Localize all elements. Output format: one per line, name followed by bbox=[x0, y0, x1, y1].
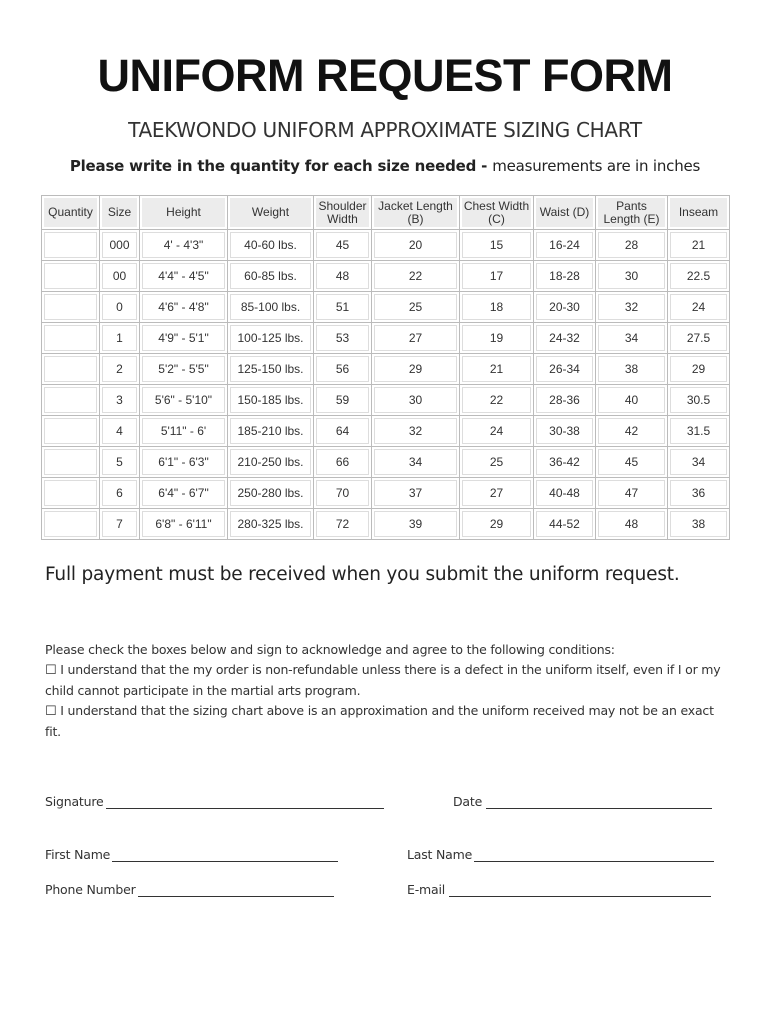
chart-cell: 100-125 lbs. bbox=[228, 323, 314, 354]
signature-label: Signature bbox=[45, 794, 104, 809]
chart-header-text: Length (E) bbox=[603, 211, 660, 226]
date-field[interactable] bbox=[453, 794, 712, 809]
chart-header-text: Weight bbox=[251, 205, 290, 219]
sizing-chart-table bbox=[41, 195, 730, 540]
chart-cell: 00 bbox=[100, 261, 140, 292]
chart-header-cell bbox=[668, 196, 730, 230]
email-label: E-mail bbox=[407, 882, 445, 897]
chart-header-text: (C) bbox=[488, 211, 505, 226]
acknowledgement-text-sizing: I understand that the sizing chart above is an approximation and the uniform received may not be an exact fit. bbox=[45, 703, 714, 739]
signature-line[interactable] bbox=[106, 795, 384, 809]
chart-cell: 0 bbox=[100, 292, 140, 323]
chart-cell: 30 bbox=[372, 385, 460, 416]
quantity-input-cell[interactable] bbox=[42, 323, 100, 354]
chart-cell: 27 bbox=[372, 323, 460, 354]
chart-cell: 32 bbox=[372, 416, 460, 447]
chart-header-text: Quantity bbox=[48, 205, 93, 219]
chart-cell: 51 bbox=[314, 292, 372, 323]
chart-cell: 45 bbox=[596, 447, 668, 478]
chart-cell: 4'9" - 5'1" bbox=[140, 323, 228, 354]
instruction-text bbox=[0, 157, 770, 175]
chart-cell: 280-325 lbs. bbox=[228, 509, 314, 540]
chart-header-cell bbox=[534, 196, 596, 230]
instruction-bold: Please write in the quantity for each size needed - bbox=[69, 157, 493, 175]
chart-header-cell bbox=[228, 196, 314, 230]
chart-cell: 29 bbox=[668, 354, 730, 385]
chart-cell: 40 bbox=[596, 385, 668, 416]
chart-cell: 48 bbox=[596, 509, 668, 540]
chart-cell: 36-42 bbox=[534, 447, 596, 478]
chart-cell: 4'4" - 4'5" bbox=[140, 261, 228, 292]
phone-line[interactable] bbox=[138, 883, 334, 897]
chart-cell: 22 bbox=[460, 385, 534, 416]
acknowledgement-text-nonrefundable: I understand that the my order is non-refundable unless there is a defect in the uniform itself, even if I or my child cannot participate in the martial arts program. bbox=[45, 662, 721, 698]
chart-cell: 24 bbox=[668, 292, 730, 323]
chart-cell: 15 bbox=[460, 230, 534, 261]
chart-subtitle: TAEKWONDO UNIFORM APPROXIMATE SIZING CHART bbox=[128, 118, 642, 142]
acknowledgement-section bbox=[45, 640, 725, 742]
chart-row bbox=[42, 292, 730, 323]
chart-cell: 30-38 bbox=[534, 416, 596, 447]
quantity-input-cell[interactable] bbox=[42, 261, 100, 292]
chart-cell: 25 bbox=[372, 292, 460, 323]
quantity-input-cell[interactable] bbox=[42, 230, 100, 261]
chart-cell: 17 bbox=[460, 261, 534, 292]
chart-cell: 22.5 bbox=[668, 261, 730, 292]
chart-header-cell bbox=[596, 196, 668, 230]
chart-row bbox=[42, 509, 730, 540]
chart-cell: 72 bbox=[314, 509, 372, 540]
first-name-label: First Name bbox=[45, 847, 111, 862]
chart-cell: 85-100 lbs. bbox=[228, 292, 314, 323]
chart-row bbox=[42, 230, 730, 261]
chart-header-text: Inseam bbox=[678, 205, 719, 219]
chart-cell: 25 bbox=[460, 447, 534, 478]
page-title: UNIFORM REQUEST FORM bbox=[97, 50, 673, 101]
chart-header-cell bbox=[140, 196, 228, 230]
chart-cell: 22 bbox=[372, 261, 460, 292]
checkbox-nonrefundable[interactable]: ☐ bbox=[45, 663, 57, 678]
email-line[interactable] bbox=[449, 883, 711, 897]
chart-cell: 5 bbox=[100, 447, 140, 478]
chart-cell: 24 bbox=[460, 416, 534, 447]
chart-cell: 60-85 lbs. bbox=[228, 261, 314, 292]
quantity-input-cell[interactable] bbox=[42, 354, 100, 385]
chart-cell: 4' - 4'3" bbox=[140, 230, 228, 261]
chart-cell: 6'1" - 6'3" bbox=[140, 447, 228, 478]
chart-cell: 34 bbox=[596, 323, 668, 354]
quantity-input-cell[interactable] bbox=[42, 292, 100, 323]
chart-cell: 5'2" - 5'5" bbox=[140, 354, 228, 385]
chart-row bbox=[42, 416, 730, 447]
acknowledgement-item bbox=[45, 701, 725, 742]
chart-cell: 66 bbox=[314, 447, 372, 478]
chart-cell: 59 bbox=[314, 385, 372, 416]
chart-cell: 28 bbox=[596, 230, 668, 261]
chart-cell: 6'4" - 6'7" bbox=[140, 478, 228, 509]
chart-cell: 18-28 bbox=[534, 261, 596, 292]
chart-cell: 6 bbox=[100, 478, 140, 509]
quantity-input-cell[interactable] bbox=[42, 509, 100, 540]
chart-header-cell bbox=[460, 196, 534, 230]
chart-cell: 1 bbox=[100, 323, 140, 354]
chart-cell: 000 bbox=[100, 230, 140, 261]
email-field[interactable] bbox=[407, 882, 711, 897]
chart-cell: 21 bbox=[460, 354, 534, 385]
chart-cell: 34 bbox=[668, 447, 730, 478]
chart-header-row bbox=[42, 196, 730, 230]
chart-cell: 26-34 bbox=[534, 354, 596, 385]
chart-header-text: Size bbox=[107, 205, 132, 219]
chart-cell: 21 bbox=[668, 230, 730, 261]
phone-field[interactable] bbox=[45, 882, 334, 897]
date-line[interactable] bbox=[486, 795, 712, 809]
chart-header-text: Width bbox=[327, 211, 358, 226]
chart-cell: 4'6" - 4'8" bbox=[140, 292, 228, 323]
chart-cell: 5'6" - 5'10" bbox=[140, 385, 228, 416]
chart-cell: 44-52 bbox=[534, 509, 596, 540]
instruction-normal: measurements are in inches bbox=[492, 157, 701, 175]
chart-cell: 150-185 lbs. bbox=[228, 385, 314, 416]
chart-cell: 29 bbox=[372, 354, 460, 385]
chart-cell: 42 bbox=[596, 416, 668, 447]
chart-cell: 29 bbox=[460, 509, 534, 540]
chart-cell: 56 bbox=[314, 354, 372, 385]
chart-cell: 4 bbox=[100, 416, 140, 447]
last-name-line[interactable] bbox=[474, 848, 714, 862]
chart-header-text: Pants bbox=[616, 198, 647, 213]
chart-cell: 20 bbox=[372, 230, 460, 261]
quantity-input-cell[interactable] bbox=[42, 478, 100, 509]
quantity-input-cell[interactable] bbox=[42, 385, 100, 416]
signature-field[interactable] bbox=[45, 794, 384, 809]
chart-body bbox=[42, 230, 730, 540]
chart-row bbox=[42, 447, 730, 478]
chart-cell: 185-210 lbs. bbox=[228, 416, 314, 447]
last-name-label: Last Name bbox=[407, 847, 473, 862]
chart-cell: 250-280 lbs. bbox=[228, 478, 314, 509]
chart-cell: 18 bbox=[460, 292, 534, 323]
last-name-field[interactable] bbox=[407, 847, 714, 862]
chart-cell: 48 bbox=[314, 261, 372, 292]
first-name-line[interactable] bbox=[112, 848, 338, 862]
chart-header-text: Chest Width bbox=[463, 198, 530, 213]
chart-cell: 53 bbox=[314, 323, 372, 354]
chart-row bbox=[42, 385, 730, 416]
chart-cell: 5'11" - 6' bbox=[140, 416, 228, 447]
payment-note: Full payment must be received when you submit the uniform request. bbox=[45, 564, 680, 585]
chart-header-text: Jacket Length bbox=[378, 198, 453, 213]
chart-cell: 28-36 bbox=[534, 385, 596, 416]
chart-cell: 39 bbox=[372, 509, 460, 540]
chart-row bbox=[42, 323, 730, 354]
quantity-input-cell[interactable] bbox=[42, 447, 100, 478]
chart-cell: 16-24 bbox=[534, 230, 596, 261]
date-label: Date bbox=[453, 794, 483, 809]
chart-row bbox=[42, 478, 730, 509]
chart-cell: 20-30 bbox=[534, 292, 596, 323]
chart-row bbox=[42, 261, 730, 292]
chart-cell: 27 bbox=[460, 478, 534, 509]
chart-header-text: Shoulder bbox=[318, 198, 367, 213]
chart-cell: 37 bbox=[372, 478, 460, 509]
chart-row bbox=[42, 354, 730, 385]
chart-cell: 40-48 bbox=[534, 478, 596, 509]
chart-cell: 24-32 bbox=[534, 323, 596, 354]
chart-cell: 70 bbox=[314, 478, 372, 509]
chart-cell: 47 bbox=[596, 478, 668, 509]
chart-cell: 64 bbox=[314, 416, 372, 447]
chart-cell: 31.5 bbox=[668, 416, 730, 447]
chart-header-text: (B) bbox=[407, 211, 424, 226]
quantity-input-cell[interactable] bbox=[42, 416, 100, 447]
chart-cell: 38 bbox=[668, 509, 730, 540]
chart-cell: 34 bbox=[372, 447, 460, 478]
chart-header-text: Waist (D) bbox=[539, 205, 590, 219]
chart-cell: 38 bbox=[596, 354, 668, 385]
chart-header-cell bbox=[314, 196, 372, 230]
checkbox-sizing-approximation[interactable]: ☐ bbox=[45, 704, 57, 719]
chart-cell: 45 bbox=[314, 230, 372, 261]
phone-label: Phone Number bbox=[45, 882, 136, 897]
chart-header-text: Height bbox=[166, 205, 201, 219]
chart-cell: 210-250 lbs. bbox=[228, 447, 314, 478]
chart-cell: 30 bbox=[596, 261, 668, 292]
chart-cell: 36 bbox=[668, 478, 730, 509]
chart-cell: 6'8" - 6'11" bbox=[140, 509, 228, 540]
acknowledgement-item bbox=[45, 660, 725, 701]
chart-cell: 19 bbox=[460, 323, 534, 354]
acknowledgement-intro: Please check the boxes below and sign to acknowledge and agree to the following conditions: bbox=[45, 642, 615, 657]
chart-cell: 3 bbox=[100, 385, 140, 416]
chart-header-cell bbox=[42, 196, 100, 230]
chart-cell: 30.5 bbox=[668, 385, 730, 416]
chart-cell: 7 bbox=[100, 509, 140, 540]
chart-cell: 40-60 lbs. bbox=[228, 230, 314, 261]
first-name-field[interactable] bbox=[45, 847, 338, 862]
chart-header-cell bbox=[372, 196, 460, 230]
chart-cell: 32 bbox=[596, 292, 668, 323]
chart-cell: 125-150 lbs. bbox=[228, 354, 314, 385]
chart-cell: 27.5 bbox=[668, 323, 730, 354]
chart-header-cell bbox=[100, 196, 140, 230]
chart-cell: 2 bbox=[100, 354, 140, 385]
